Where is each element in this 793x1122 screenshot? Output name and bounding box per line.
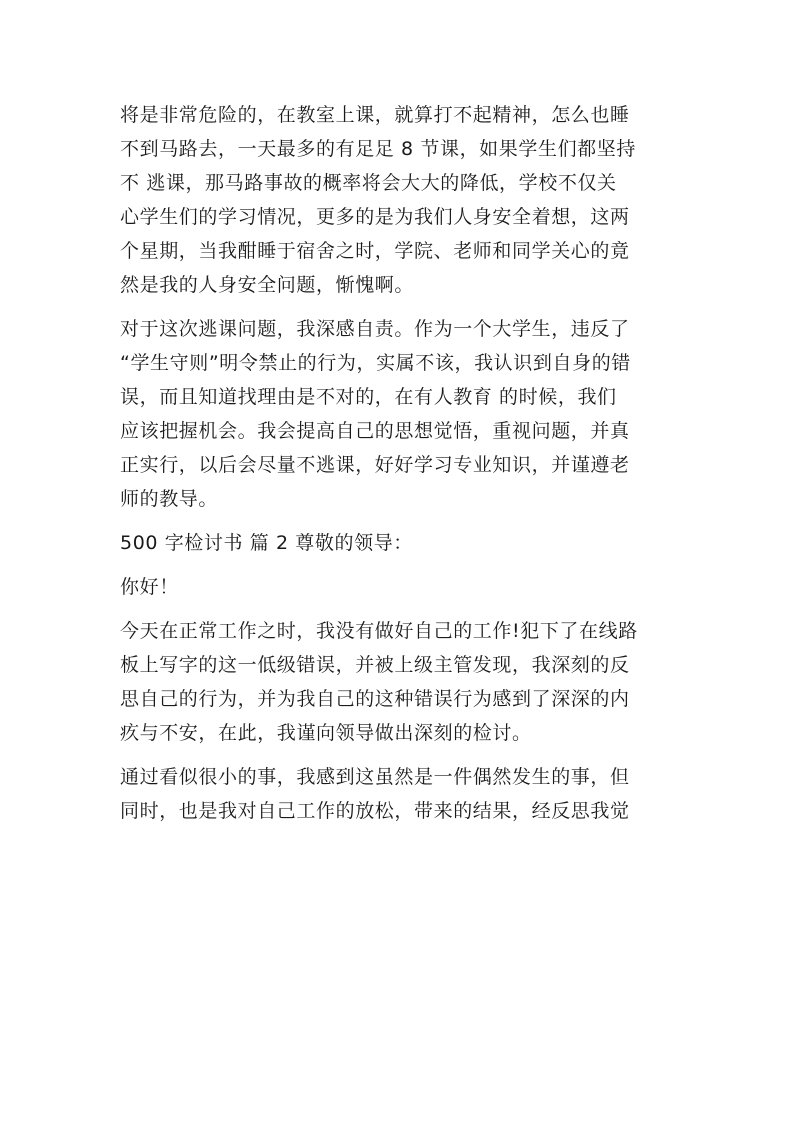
text-line: 板上写字的这一低级错误，并被上级主管发现，我深刻的反 [120, 654, 630, 676]
paragraph-gap [120, 302, 676, 312]
text-line: 对于这次逃课问题，我深感自责。作为一个大学生，违反了 [120, 318, 630, 340]
paragraph-skipping-class-danger [120, 98, 676, 302]
text-line: 应该把握机会。我会提高自己的思想觉悟，重视问题，并真 [120, 420, 630, 442]
greeting [120, 570, 676, 604]
document-body [120, 98, 676, 828]
section-heading [120, 526, 676, 560]
text-line: 不到马路去，一天最多的有足足 8 节课，如果学生们都坚持 [120, 138, 636, 160]
text-line: 误，而且知道找理由是不对的，在有人教育 的时候，我们 [120, 386, 617, 408]
paragraph-gap [120, 750, 676, 760]
text-line: 个星期，当我酣睡于宿舍之时，学院、老师和同学关心的竟 [120, 240, 630, 262]
paragraph-gap [120, 560, 676, 570]
paragraph-self-reproach [120, 312, 676, 516]
paragraph-gap [120, 516, 676, 526]
text-line: 疚与不安，在此，我谨向领导做出深刻的检讨。 [120, 722, 532, 744]
text-line: 今天在正常工作之时，我没有做好自己的工作!犯下了在线路 [120, 620, 638, 642]
heading-line: 500 字检讨书 篇 2 尊敬的领导： [120, 532, 413, 554]
text-line: 同时，也是我对自己工作的放松，带来的结果，经反思我觉 [120, 800, 630, 822]
text-line: 不 逃课，那马路事故的概率将会大大的降低，学校不仅关 [120, 172, 617, 194]
text-line: 正实行，以后会尽量不逃课，好好学习专业知识，并谨遵老 [120, 454, 630, 476]
text-line: 通过看似很小的事，我感到这虽然是一件偶然发生的事，但 [120, 766, 630, 788]
paragraph-work-mistake [120, 614, 676, 750]
text-line: 将是非常危险的，在教室上课，就算打不起精神，怎么也睡 [120, 104, 630, 126]
text-line: 然是我的人身安全问题，惭愧啊。 [120, 274, 415, 296]
text-line: 心学生们的学习情况，更多的是为我们人身安全着想，这两 [120, 206, 630, 228]
text-line: 思自己的行为，并为我自己的这种错误行为感到了深深的内 [120, 688, 630, 710]
text-line: “学生守则”明令禁止的行为，实属不该，我认识到自身的错 [120, 352, 631, 374]
paragraph-gap [120, 604, 676, 614]
greeting-line: 你好！ [120, 576, 179, 598]
text-line: 师的教导。 [120, 488, 219, 510]
paragraph-reflection [120, 760, 676, 828]
